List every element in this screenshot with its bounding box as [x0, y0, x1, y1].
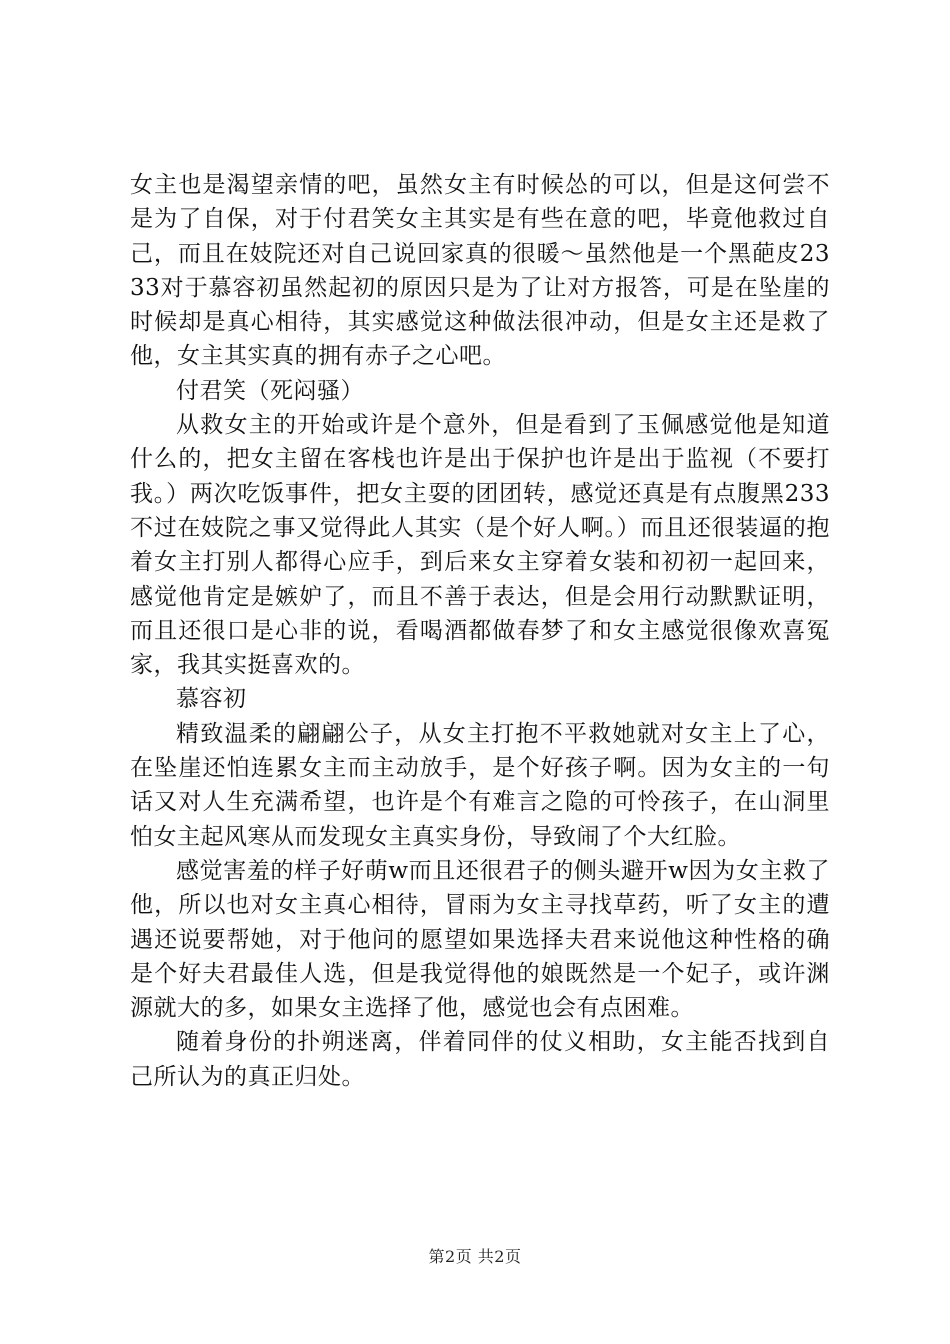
heading-fu-junxiao: 付君笑（死闷骚） — [176, 377, 364, 404]
paragraph-murong-chu-2: 感觉害羞的样子好萌w而且还很君子的侧头避开w因为女主救了他，所以也对女主真心相待，冒雨为女主寻找草药，听了女主的遭遇还说要帮她，对于他问的愿望如果选择夫君来说他这种性格的确是个好夫君最佳人选，但是我觉得他的娘既然是一个妃子，或许渊源就大的多，如果女主选择了他，感觉也会有点困难。 — [130, 857, 830, 1022]
page-number-footer: 第2页 共2页 — [428, 1247, 522, 1266]
paragraph-fu-junxiao: 从救女主的开始或许是个意外，但是看到了玉佩感觉他是知道什么的，把女主留在客栈也许是出于保护也许是出于监视（不要打我。）两次吃饭事件，把女主耍的团团转，感觉还真是有点腹黑233不过在妓院之事又觉得此人其实（是个好人啊。）而且还很装逼的抱着女主打别人都得心应手，到后来女主穿着女装和初初一起回来，感觉他肯定是嫉妒了，而且不善于表达，但是会用行动默默证明，而且还很口是心非的说，看喝酒都做春梦了和女主感觉很像欢喜冤家，我其实挺喜欢的。 — [130, 412, 830, 679]
paragraph-murong-chu-1: 精致温柔的翩翩公子，从女主打抱不平救她就对女主上了心，在坠崖还怕连累女主而主动放手，是个好孩子啊。因为女主的一句话又对人生充满希望，也许是个有难言之隐的可怜孩子，在山洞里怕女主起风寒从而发现女主真实身份，导致闹了个大红脸。 — [130, 720, 830, 850]
heading-murong-chu: 慕容初 — [176, 686, 247, 713]
paragraph-intro: 女主也是渴望亲情的吧，虽然女主有时候怂的可以，但是这何尝不是为了自保，对于付君笑女主其实是有些在意的吧，毕竟他救过自己，而且在妓院还对自己说回家真的很暖～虽然他是一个黑葩皮2333对于慕容初虽然起初的原因只是为了让对方报答，可是在坠崖的时候却是真心相待，其实感觉这种做法很冲动，但是女主还是救了他，女主其实真的拥有赤子之心吧。 — [130, 172, 830, 370]
document-body — [130, 168, 830, 1094]
paragraph-conclusion: 随着身份的扑朔迷离，伴着同伴的仗义相助，女主能否找到自己所认为的真正归处。 — [130, 1029, 830, 1090]
